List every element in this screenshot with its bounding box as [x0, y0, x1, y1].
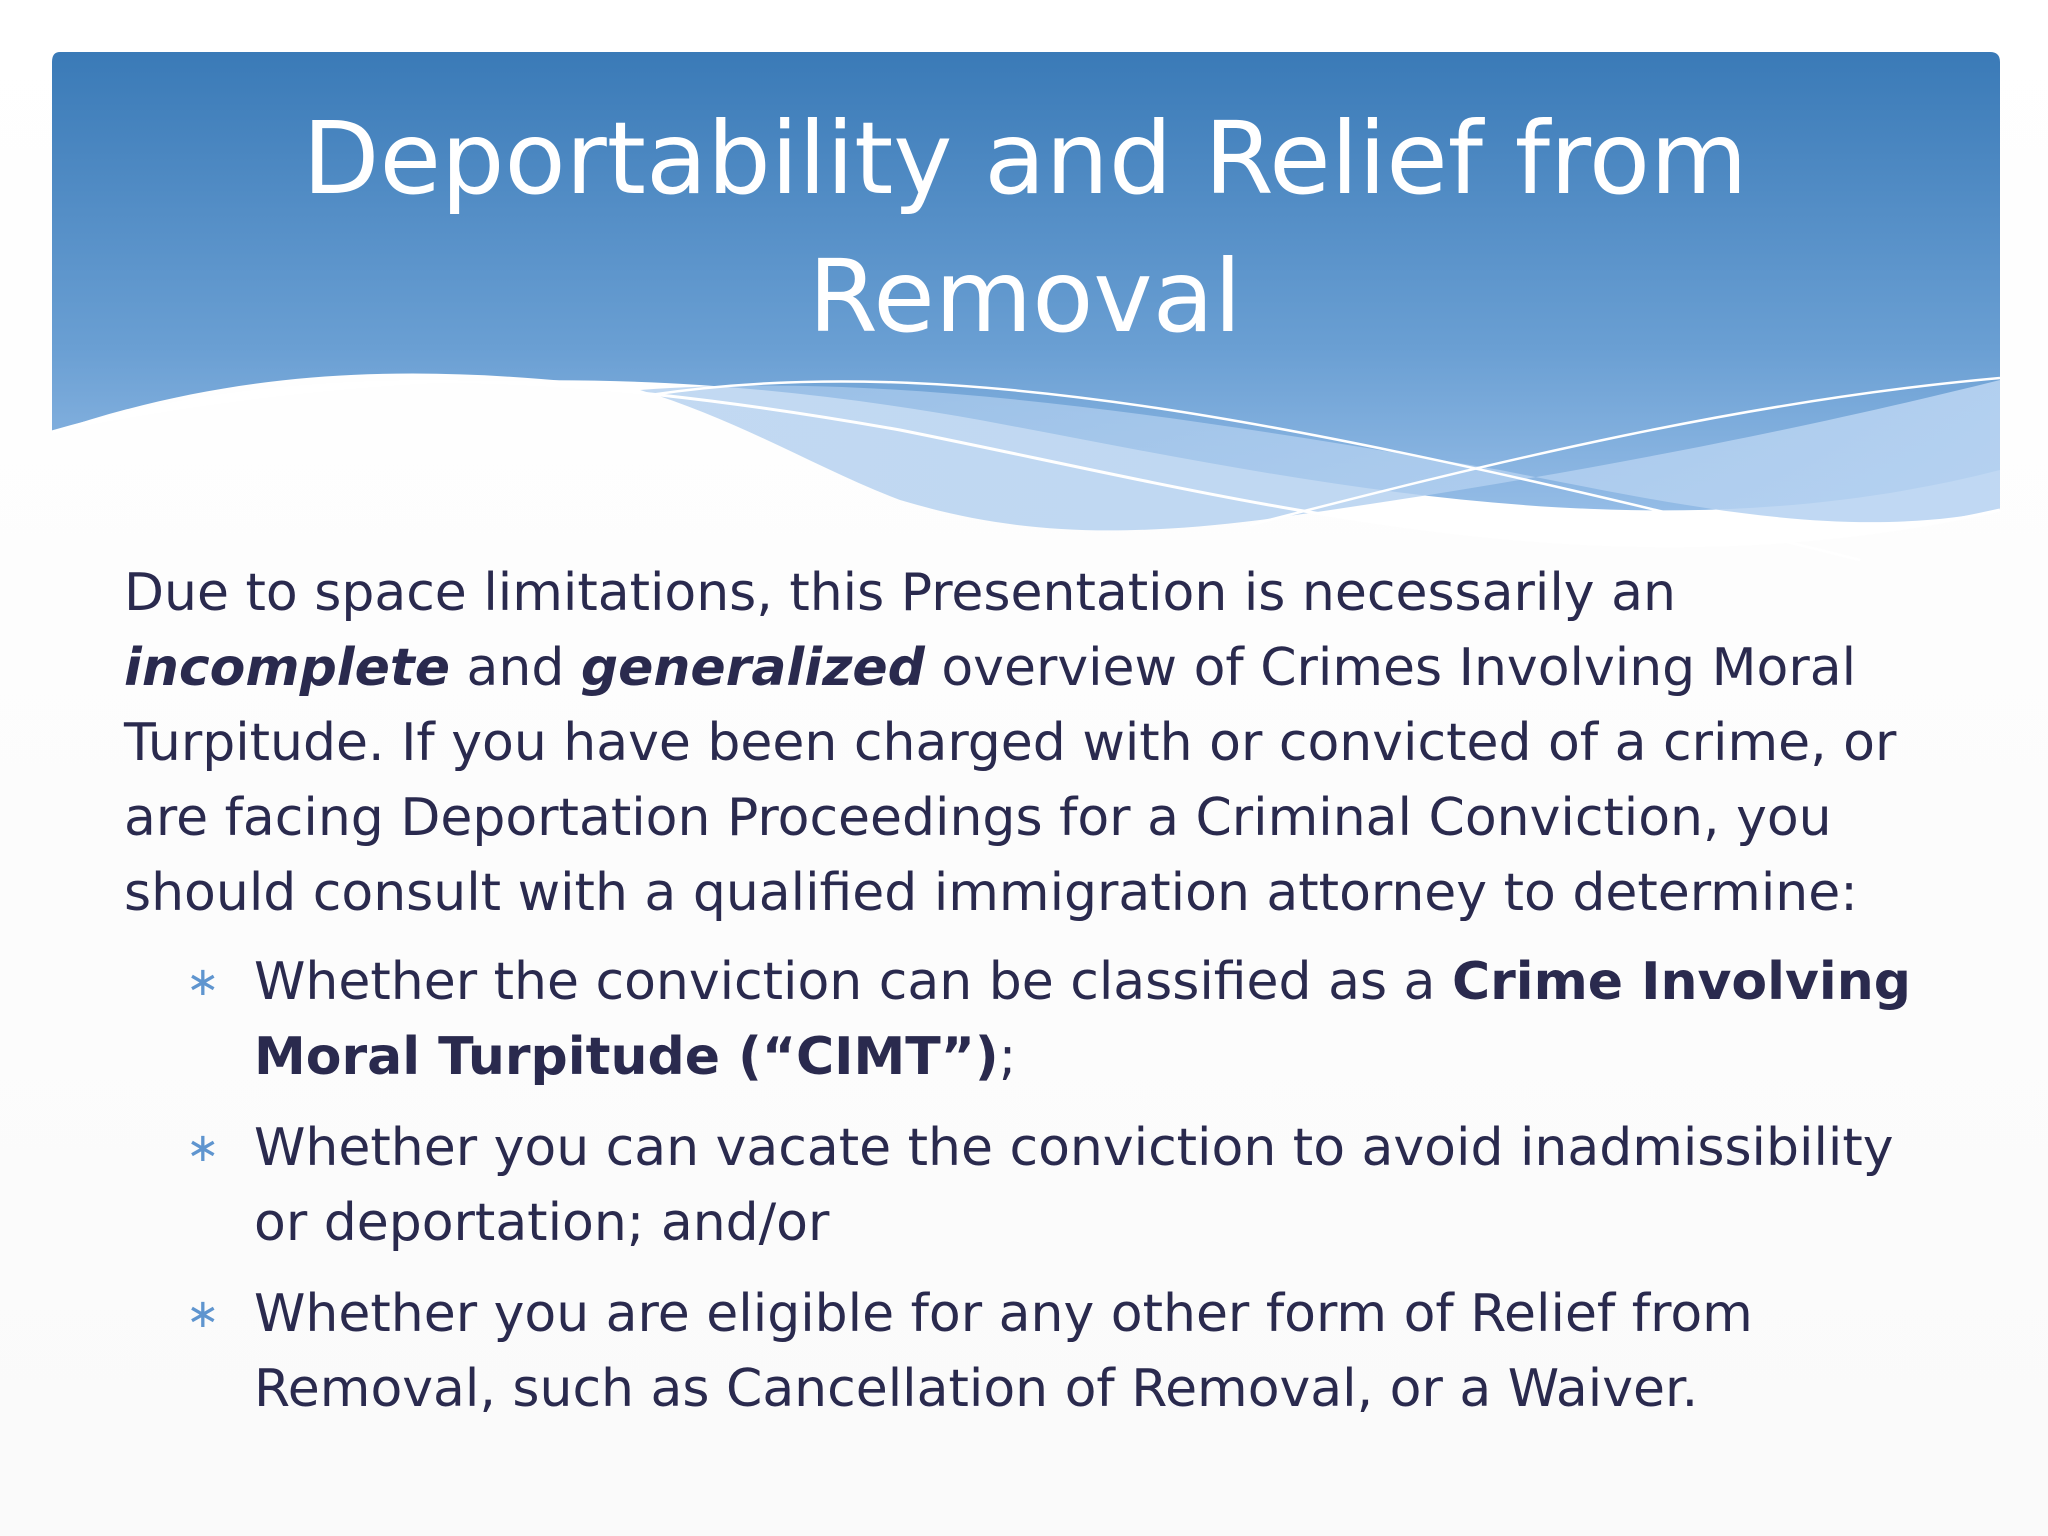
bullet-1-bold-b: Moral Turpitude (“CIMT”): [254, 1027, 999, 1087]
title-line-1: Deportability and Relief from: [302, 100, 1748, 217]
intro-line-2: [124, 631, 1954, 706]
slide-title: [150, 90, 1900, 366]
bullet-1-tail: ;: [998, 1027, 1017, 1087]
bullet-item-cimt: [186, 945, 1954, 1095]
asterisk-bullet-icon: ∗: [186, 1125, 220, 1171]
bullet-3-line-2: Removal, such as Cancellation of Removal, or a Waiver.: [254, 1359, 1699, 1419]
bullet-2-line-2: or deportation; and/or: [254, 1193, 830, 1253]
intro-line-2-rest: overview of Crimes Involving Moral: [924, 638, 1857, 698]
bullet-item-relief: [186, 1277, 1954, 1427]
bullet-2-line-1: Whether you can vacate the conviction to avoid inadmissibility: [254, 1118, 1894, 1178]
asterisk-bullet-icon: ∗: [186, 959, 220, 1005]
intro-line-4: are facing Deportation Proceedings for a Criminal Conviction, you: [124, 788, 1832, 848]
intro-line-1: Due to space limitations, this Presentation is necessarily an: [124, 563, 1676, 623]
emphasis-incomplete: incomplete: [124, 638, 451, 698]
intro-line-3: Turpitude. If you have been charged with or convicted of a crime, or: [124, 713, 1897, 773]
bullet-1-line-2: [254, 1020, 1954, 1095]
intro-line-5: should consult with a qualified immigration attorney to determine:: [124, 863, 1858, 923]
bullet-1-bold-a: Crime Involving: [1451, 952, 1911, 1012]
bullet-1-text: Whether the conviction can be classified as a: [254, 952, 1452, 1012]
intro-line-2-mid: and: [450, 638, 581, 698]
asterisk-bullet-icon: ∗: [186, 1291, 220, 1337]
title-line-2: Removal: [808, 238, 1242, 355]
bullet-3-line-1: Whether you are eligible for any other form of Relief from: [254, 1284, 1753, 1344]
slide-body: [124, 556, 1954, 1443]
bullet-1-line-1: [254, 945, 1954, 1020]
emphasis-generalized: generalized: [580, 638, 925, 698]
bullet-list: [124, 945, 1954, 1427]
bullet-item-vacate: [186, 1111, 1954, 1261]
intro-paragraph: [124, 556, 1954, 931]
